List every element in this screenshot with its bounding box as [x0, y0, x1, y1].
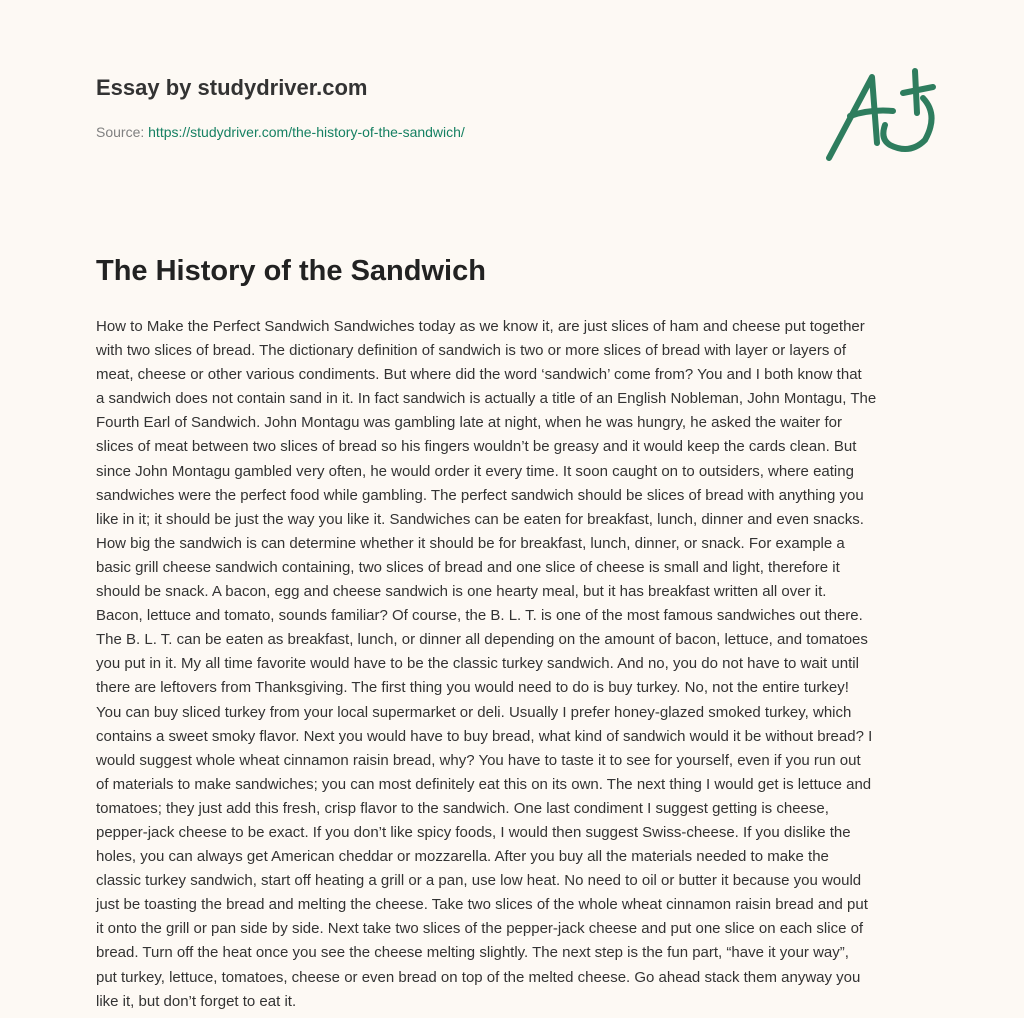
- article-text-line: there are leftovers from Thanksgiving. The first thing you would need to do is buy turkey. No, not the entire turkey!: [96, 679, 849, 697]
- article-text-line: How to Make the Perfect Sandwich Sandwiches today as we know it, are just slices of ham and cheese put together: [96, 318, 865, 335]
- source-label: Source:: [96, 124, 145, 140]
- article-text-line: sandwiches were the perfect food while gambling. The perfect sandwich should be slices of bread with anything you: [96, 486, 864, 504]
- article-text-line: should be snack. A bacon, egg and cheese sandwich is one hearty meal, but it has breakfast written all over it.: [96, 583, 827, 601]
- article-text-line: contains a sweet smoky flavor. Next you would have to buy bread, what kind of sandwich would it be without bread? I: [96, 727, 873, 745]
- article-text-line: bread. Turn off the heat once you see the cheese melting slightly. The next step is the fun part, “have it your way”,: [96, 944, 849, 962]
- article-text-line: basic grill cheese sandwich containing, two slices of bread and one slice of cheese is small and light, therefore it: [96, 558, 840, 576]
- article-text-line: slices of meat between two slices of bread so his fingers wouldn’t be greasy and it would keep the cards clean. But: [96, 438, 857, 456]
- article-text-line: it onto the grill or pan side by side. Next take two slices of the pepper-jack cheese and put one slice on each slice of: [96, 920, 864, 938]
- article-text-line: like it, but don’t forget to eat it.: [96, 992, 297, 1010]
- article-title: The History of the Sandwich: [96, 255, 486, 287]
- article-text-line: tomatoes; they just add this fresh, crisp flavor to the sandwich. One last condiment I suggest getting is cheese,: [96, 799, 829, 817]
- article-text-line: would suggest whole wheat cinnamon raisin bread, why? You have to taste it to see for yourself, even if you run out: [96, 751, 861, 769]
- article-text-line: like in it; it should be just the way you like it. Sandwiches can be eaten for breakfast, lunch, dinner and even snacks.: [96, 510, 864, 528]
- site-title: Essay by studydriver.com: [96, 75, 368, 100]
- source-link[interactable]: https://studydriver.com/the-history-of-the-sandwich/: [148, 124, 465, 140]
- article-text-line: Fourth Earl of Sandwich. John Montagu was gambling late at night, when he was hungry, he asked the waiter for: [96, 414, 842, 432]
- article-text-line: meat, cheese or other various condiments. But where did the word ‘sandwich’ come from? You and I both know that: [96, 366, 862, 384]
- article-text-line: holes, you can always get American cheddar or mozzarella. After you buy all the materials needed to make the: [96, 848, 829, 866]
- article-text-line: pepper-jack cheese to be exact. If you don’t like spicy foods, I would then suggest Swiss-cheese. If you dislike the: [96, 823, 851, 841]
- article-text-line: a sandwich does not contain sand in it. In fact sandwich is actually a title of an English Nobleman, John Montagu, The: [96, 390, 877, 408]
- article-text-line: since John Montagu gambled very often, he would order it every time. It soon caught on to outsiders, where eating: [96, 462, 854, 480]
- article-text-line: you put in it. My all time favorite would have to be the classic turkey sandwich. And no, you do not have to wait until: [96, 655, 859, 673]
- a-plus-logo-icon: [815, 65, 940, 165]
- article-text-line: The B. L. T. can be eaten as breakfast, lunch, or dinner all depending on the amount of bacon, lettuce, and tomatoes: [96, 631, 868, 649]
- article-text-line: of materials to make sandwiches; you can most definitely eat this on its own. The next thing I would get is lettuce and: [96, 775, 872, 793]
- article-body: [96, 315, 936, 1014]
- article-text-line: How big the sandwich is can determine whether it should be for breakfast, lunch, dinner, or snack. For example a: [96, 534, 845, 552]
- article-text-line: Bacon, lettuce and tomato, sounds familiar? Of course, the B. L. T. is one of the most famous sandwiches out there.: [96, 607, 863, 625]
- article-text-line: put turkey, lettuce, tomatoes, cheese or even bread on top of the melted cheese. Go ahead stack them anyway you: [96, 968, 861, 986]
- article-text-line: You can buy sliced turkey from your local supermarket or deli. Usually I prefer honey-glazed smoked turkey, which: [96, 703, 852, 721]
- article-text-line: with two slices of bread. The dictionary definition of sandwich is two or more slices of bread with layer or layers of: [96, 342, 847, 360]
- source-line: [96, 124, 465, 140]
- article-text-line: classic turkey sandwich, start off heating a grill or a pan, use low heat. No need to oil or butter it because you would: [96, 872, 862, 890]
- article-text-line: just be toasting the bread and melting the cheese. Take two slices of the whole wheat cinnamon raisin bread and put: [96, 896, 868, 914]
